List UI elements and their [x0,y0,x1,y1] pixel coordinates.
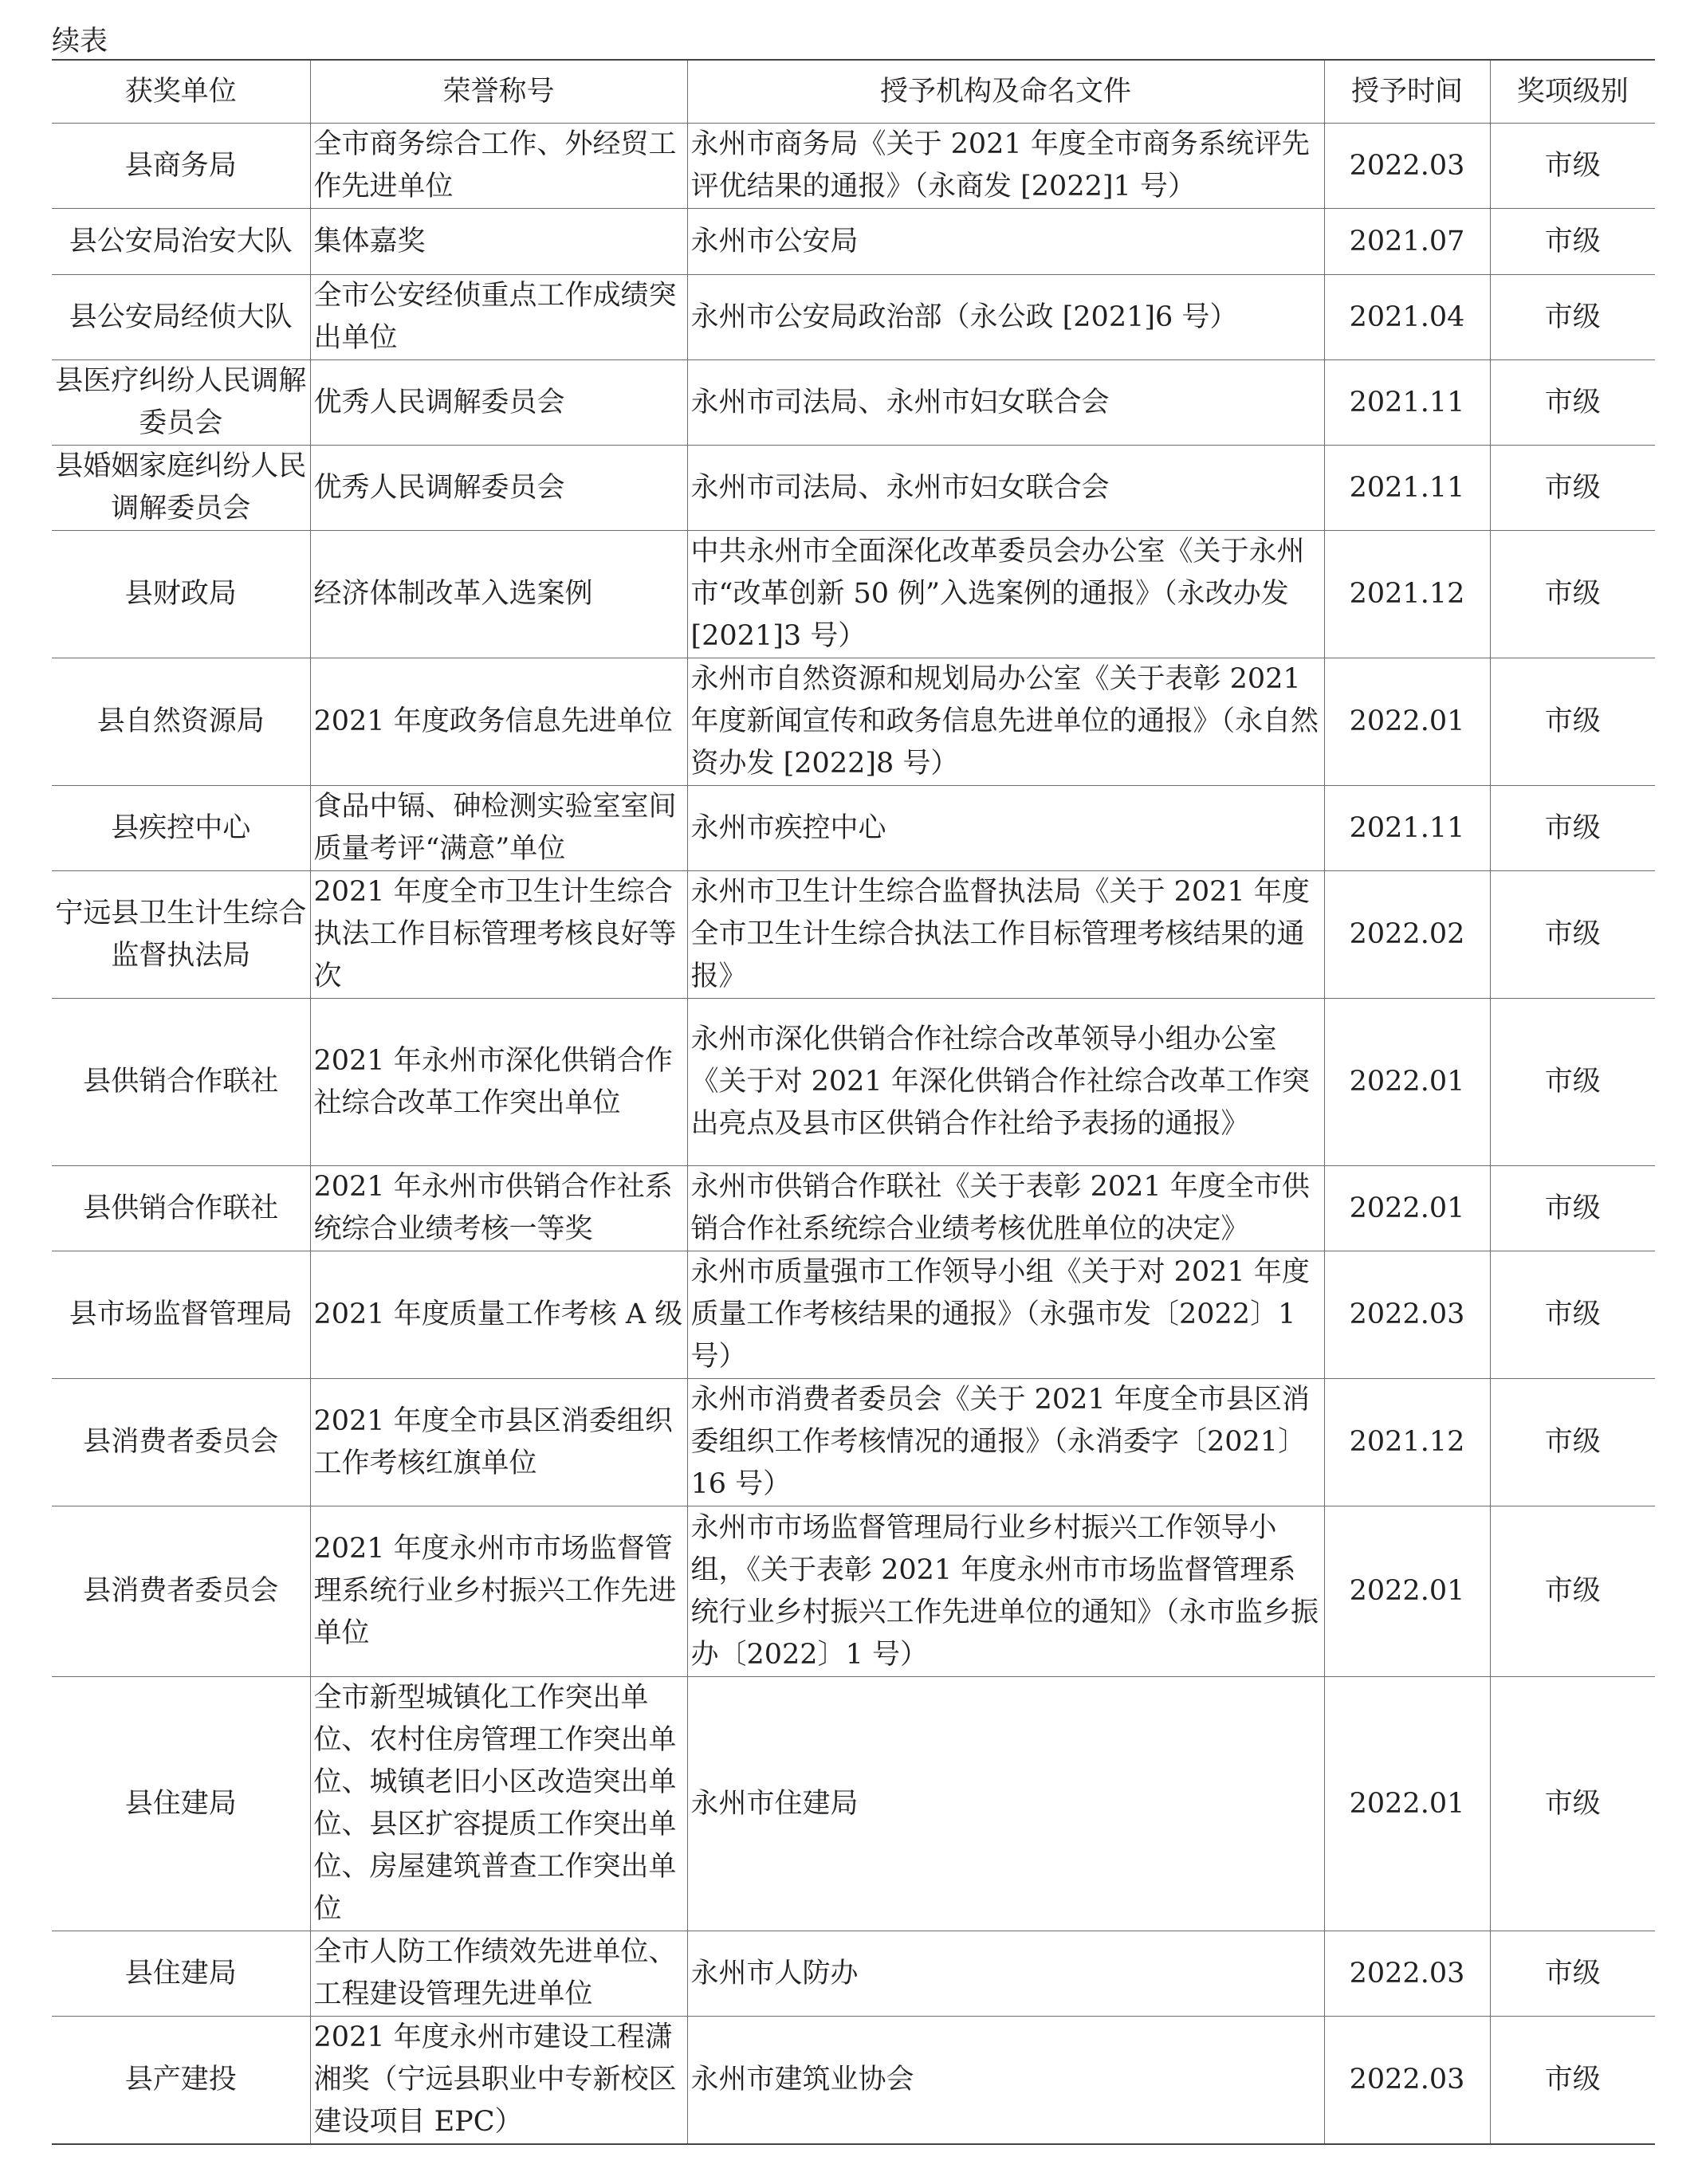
cell-honor: 全市新型城镇化工作突出单位、农村住房管理工作突出单位、城镇老旧小区改造突出单位、县区扩容提质工作突出单位、房屋建筑普查工作突出单位 [310,1677,687,1931]
table-row [52,658,1655,786]
cell-honor: 2021 年度永州市市场监督管理系统行业乡村振兴工作先进单位 [310,1506,687,1677]
cell-level: 市级 [1490,531,1655,658]
cell-date: 2021.07 [1324,209,1490,275]
cell-date: 2022.03 [1324,124,1490,209]
cell-level: 市级 [1490,275,1655,360]
table-row [52,1251,1655,1379]
cell-honor: 全市人防工作绩效先进单位、工程建设管理先进单位 [310,1931,687,2017]
cell-level: 市级 [1490,1166,1655,1251]
cell-honor: 2021 年永州市深化供销合作社综合改革工作突出单位 [310,999,687,1166]
cell-date: 2022.01 [1324,1166,1490,1251]
cell-date: 2021.11 [1324,360,1490,446]
cell-authority: 永州市商务局《关于 2021 年度全市商务系统评先评优结果的通报》（永商发 [2022]1 号） [687,124,1324,209]
cell-level: 市级 [1490,999,1655,1166]
cell-authority: 永州市人防办 [687,1931,1324,2017]
cell-date: 2022.03 [1324,1931,1490,2017]
cell-honor: 2021 年永州市供销合作社系统综合业绩考核一等奖 [310,1166,687,1251]
cell-level: 市级 [1490,209,1655,275]
header-date: 授予时间 [1324,60,1490,124]
cell-level: 市级 [1490,1677,1655,1931]
table-row [52,1506,1655,1677]
cell-honor: 2021 年度永州市建设工程潇湘奖（宁远县职业中专新校区建设项目 EPC） [310,2017,687,2145]
awards-table [52,59,1655,2145]
cell-honor: 2021 年度质量工作考核 A 级 [310,1251,687,1379]
cell-authority: 永州市质量强市工作领导小组《关于对 2021 年度质量工作考核结果的通报》（永强市发〔2022〕1 号） [687,1251,1324,1379]
cell-honor: 优秀人民调解委员会 [310,360,687,446]
cell-authority: 永州市建筑业协会 [687,2017,1324,2145]
cell-level: 市级 [1490,658,1655,786]
header-authority: 授予机构及命名文件 [687,60,1324,124]
cell-level: 市级 [1490,1251,1655,1379]
cell-unit: 县消费者委员会 [52,1379,310,1506]
cell-unit: 县住建局 [52,1931,310,2017]
table-row [52,531,1655,658]
cell-unit: 县消费者委员会 [52,1506,310,1677]
cell-honor: 经济体制改革入选案例 [310,531,687,658]
cell-unit: 县公安局经侦大队 [52,275,310,360]
cell-unit: 县产建投 [52,2017,310,2145]
cell-date: 2021.12 [1324,531,1490,658]
cell-level: 市级 [1490,446,1655,531]
cell-authority: 永州市深化供销合作社综合改革领导小组办公室《关于对 2021 年深化供销合作社综合改革工作突出亮点及县市区供销合作社给予表扬的通报》 [687,999,1324,1166]
table-row [52,871,1655,999]
cell-unit: 县婚姻家庭纠纷人民调解委员会 [52,446,310,531]
cell-level: 市级 [1490,124,1655,209]
header-level: 奖项级别 [1490,60,1655,124]
cell-honor: 优秀人民调解委员会 [310,446,687,531]
cell-unit: 县商务局 [52,124,310,209]
cell-level: 市级 [1490,1506,1655,1677]
cell-authority: 永州市自然资源和规划局办公室《关于表彰 2021 年度新闻宣传和政务信息先进单位的通报》（永自然资办发 [2022]8 号） [687,658,1324,786]
cell-authority: 永州市公安局 [687,209,1324,275]
cell-date: 2021.04 [1324,275,1490,360]
table-row [52,209,1655,275]
cell-date: 2022.01 [1324,658,1490,786]
cell-honor: 2021 年度全市卫生计生综合执法工作目标管理考核良好等次 [310,871,687,999]
cell-unit: 县公安局治安大队 [52,209,310,275]
cell-authority: 永州市公安局政治部（永公政 [2021]6 号） [687,275,1324,360]
cell-date: 2021.11 [1324,446,1490,531]
table-header-row [52,60,1655,124]
table-row [52,275,1655,360]
cell-level: 市级 [1490,2017,1655,2145]
cell-unit: 县供销合作联社 [52,1166,310,1251]
cell-date: 2022.01 [1324,1677,1490,1931]
cell-unit: 县自然资源局 [52,658,310,786]
cell-unit: 县供销合作联社 [52,999,310,1166]
cell-unit: 县财政局 [52,531,310,658]
cell-date: 2022.02 [1324,871,1490,999]
cell-date: 2022.01 [1324,999,1490,1166]
cell-authority: 永州市司法局、永州市妇女联合会 [687,446,1324,531]
cell-unit: 县住建局 [52,1677,310,1931]
cell-date: 2021.12 [1324,1379,1490,1506]
table-row [52,2017,1655,2145]
cell-honor: 食品中镉、砷检测实验室室间质量考评“满意”单位 [310,786,687,871]
cell-level: 市级 [1490,1931,1655,2017]
cell-level: 市级 [1490,871,1655,999]
cell-date: 2022.03 [1324,2017,1490,2145]
table-row [52,786,1655,871]
cell-date: 2022.03 [1324,1251,1490,1379]
cell-authority: 永州市司法局、永州市妇女联合会 [687,360,1324,446]
table-caption: 续表 [52,26,108,57]
cell-date: 2022.01 [1324,1506,1490,1677]
cell-honor: 全市商务综合工作、外经贸工作先进单位 [310,124,687,209]
cell-level: 市级 [1490,786,1655,871]
cell-authority: 永州市市场监督管理局行业乡村振兴工作领导小组，《关于表彰 2021 年度永州市市场监督管理系统行业乡村振兴工作先进单位的通知》（永市监乡振办〔2022〕1 号） [687,1506,1324,1677]
cell-honor: 全市公安经侦重点工作成绩突出单位 [310,275,687,360]
table-row [52,124,1655,209]
cell-honor: 2021 年度全市县区消委组织工作考核红旗单位 [310,1379,687,1506]
table-body [52,124,1655,2145]
table-row [52,999,1655,1166]
table-row [52,1677,1655,1931]
cell-authority: 中共永州市全面深化改革委员会办公室《关于永州市“改革创新 50 例”入选案例的通报》（永改办发 [2021]3 号） [687,531,1324,658]
cell-level: 市级 [1490,1379,1655,1506]
cell-honor: 集体嘉奖 [310,209,687,275]
cell-authority: 永州市住建局 [687,1677,1324,1931]
cell-authority: 永州市供销合作联社《关于表彰 2021 年度全市供销合作社系统综合业绩考核优胜单位的决定》 [687,1166,1324,1251]
cell-level: 市级 [1490,360,1655,446]
cell-date: 2021.11 [1324,786,1490,871]
table-row [52,1931,1655,2017]
table-row [52,360,1655,446]
cell-unit: 宁远县卫生计生综合监督执法局 [52,871,310,999]
cell-authority: 永州市消费者委员会《关于 2021 年度全市县区消委组织工作考核情况的通报》（永消委字〔2021〕16 号） [687,1379,1324,1506]
header-honor: 荣誉称号 [310,60,687,124]
table-row [52,446,1655,531]
table-row [52,1379,1655,1506]
header-unit: 获奖单位 [52,60,310,124]
cell-unit: 县市场监督管理局 [52,1251,310,1379]
cell-unit: 县医疗纠纷人民调解委员会 [52,360,310,446]
cell-honor: 2021 年度政务信息先进单位 [310,658,687,786]
cell-authority: 永州市卫生计生综合监督执法局《关于 2021 年度全市卫生计生综合执法工作目标管理考核结果的通报》 [687,871,1324,999]
cell-unit: 县疾控中心 [52,786,310,871]
table-row [52,1166,1655,1251]
cell-authority: 永州市疾控中心 [687,786,1324,871]
